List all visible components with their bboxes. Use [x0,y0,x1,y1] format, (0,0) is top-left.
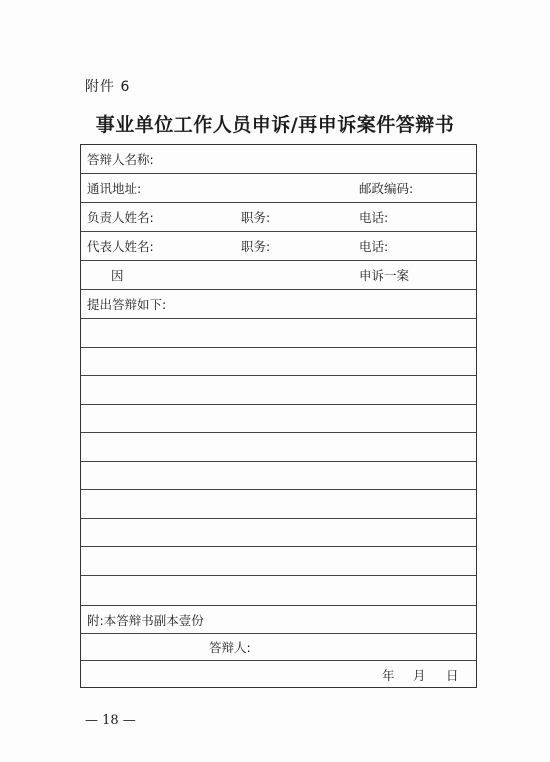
month-label: 月 [413,668,426,683]
address-label: 通讯地址: [87,181,142,196]
attachment-note: 附:本答辩书副本壹份 [87,612,204,628]
defense-line [81,348,476,376]
phone-label: 电话: [359,239,389,254]
day-label: 日 [446,668,459,683]
date-row [81,661,476,689]
signature-row [81,634,476,661]
position-label: 职务: [241,210,271,225]
defense-line [81,547,476,576]
defense-line [81,490,476,519]
defense-line [81,433,476,462]
responsible-person-label: 负责人姓名: [87,210,154,225]
defense-line [81,576,476,606]
postal-code-label: 邮政编码: [359,181,414,196]
defense-line [81,462,476,490]
defense-form-table [80,144,477,688]
defense-line [81,519,476,547]
page-number: — 18 — [85,713,136,728]
cause-label: 因 [111,268,124,283]
attachment-note-row [81,606,476,634]
case-label: 申诉一案 [359,268,410,283]
defense-line [81,319,476,348]
defense-heading-row [81,290,476,319]
defense-label: 提出答辩如下: [87,297,167,312]
defense-line [81,405,476,433]
address-row [81,174,476,203]
attachment-label: 附件 6 [85,79,131,95]
cause-row [81,261,476,290]
responsible-person-row [81,203,476,232]
respondent-name-row [81,145,476,174]
representative-row [81,232,476,261]
phone-label: 电话: [359,210,389,225]
representative-label: 代表人姓名: [87,239,154,254]
page-title: 事业单位工作人员申诉/再申诉案件答辩书 [95,114,455,136]
position-label: 职务: [241,239,271,254]
respondent-sign-label: 答辩人: [209,640,251,655]
year-label: 年 [382,668,395,683]
respondent-name-label: 答辩人名称: [87,152,154,167]
defense-line [81,376,476,405]
